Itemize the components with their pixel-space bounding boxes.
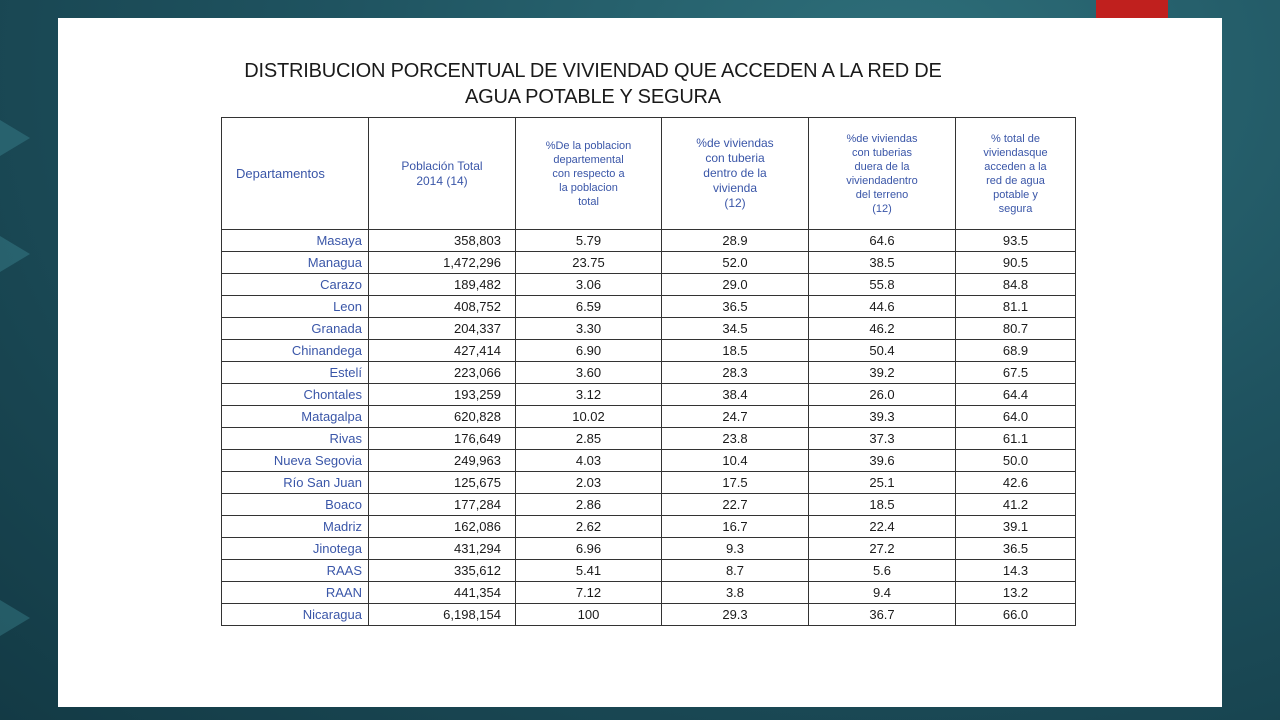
cell-pct-poblacion: 23.75 <box>516 252 662 274</box>
cell-poblacion: 193,259 <box>369 384 516 406</box>
cell-departamento: Jinotega <box>222 538 369 560</box>
cell-poblacion: 177,284 <box>369 494 516 516</box>
cell-tuberia-dentro: 38.4 <box>662 384 809 406</box>
slide-title <box>58 58 1128 110</box>
cell-total-acceden: 90.5 <box>956 252 1076 274</box>
cell-tuberia-fuera: 39.2 <box>809 362 956 384</box>
header-line: duera de la <box>854 160 910 173</box>
header-departamentos <box>222 118 369 230</box>
cell-tuberia-fuera: 50.4 <box>809 340 956 362</box>
cell-departamento: Carazo <box>222 274 369 296</box>
cell-tuberia-dentro: 28.9 <box>662 230 809 252</box>
cell-departamento: Leon <box>222 296 369 318</box>
header-line: 2014 (14) <box>416 173 468 188</box>
cell-poblacion: 335,612 <box>369 560 516 582</box>
table-row <box>222 516 1076 538</box>
cell-poblacion: 223,066 <box>369 362 516 384</box>
cell-departamento: Chinandega <box>222 340 369 362</box>
table-row <box>222 384 1076 406</box>
cell-tuberia-dentro: 17.5 <box>662 472 809 494</box>
slide-title-line-2: AGUA POTABLE Y SEGURA <box>465 86 721 108</box>
cell-tuberia-fuera: 22.4 <box>809 516 956 538</box>
decorative-triangle <box>0 120 30 156</box>
header-departamentos-label: Departamentos <box>236 166 325 181</box>
table-row <box>222 582 1076 604</box>
header-line: vivienda <box>712 181 758 195</box>
cell-pct-poblacion: 6.96 <box>516 538 662 560</box>
header-line: segura <box>998 202 1033 215</box>
cell-departamento: RAAN <box>222 582 369 604</box>
cell-total-acceden: 66.0 <box>956 604 1076 626</box>
cell-tuberia-dentro: 34.5 <box>662 318 809 340</box>
cell-total-acceden: 64.0 <box>956 406 1076 428</box>
cell-tuberia-dentro: 10.4 <box>662 450 809 472</box>
table-row <box>222 604 1076 626</box>
table-row <box>222 494 1076 516</box>
header-tuberia-dentro <box>662 118 809 230</box>
cell-tuberia-fuera: 18.5 <box>809 494 956 516</box>
table-row <box>222 560 1076 582</box>
header-line: del terreno <box>855 188 909 201</box>
cell-poblacion: 441,354 <box>369 582 516 604</box>
cell-departamento: Rivas <box>222 428 369 450</box>
cell-pct-poblacion: 6.59 <box>516 296 662 318</box>
header-line: con respecto a <box>552 167 625 180</box>
cell-pct-poblacion: 10.02 <box>516 406 662 428</box>
table-row <box>222 450 1076 472</box>
cell-tuberia-fuera: 26.0 <box>809 384 956 406</box>
header-total-acceden <box>956 118 1076 230</box>
table-row <box>222 472 1076 494</box>
cell-departamento: Managua <box>222 252 369 274</box>
header-line: %de viviendas <box>696 136 774 150</box>
cell-tuberia-fuera: 9.4 <box>809 582 956 604</box>
header-line: total <box>578 195 599 208</box>
cell-poblacion: 6,198,154 <box>369 604 516 626</box>
cell-tuberia-fuera: 44.6 <box>809 296 956 318</box>
cell-poblacion: 358,803 <box>369 230 516 252</box>
cell-total-acceden: 68.9 <box>956 340 1076 362</box>
cell-departamento: Nicaragua <box>222 604 369 626</box>
header-line: red de agua <box>986 174 1045 187</box>
cell-tuberia-fuera: 25.1 <box>809 472 956 494</box>
cell-tuberia-dentro: 22.7 <box>662 494 809 516</box>
table-row <box>222 318 1076 340</box>
header-line: %De la poblacion <box>545 139 632 152</box>
cell-departamento: RAAS <box>222 560 369 582</box>
table-row <box>222 274 1076 296</box>
header-line: %de viviendas <box>846 132 918 145</box>
cell-tuberia-dentro: 29.3 <box>662 604 809 626</box>
table-row <box>222 340 1076 362</box>
decorative-triangle <box>0 236 30 272</box>
header-line: dentro de la <box>703 166 767 180</box>
cell-pct-poblacion: 100 <box>516 604 662 626</box>
cell-tuberia-dentro: 29.0 <box>662 274 809 296</box>
cell-tuberia-dentro: 36.5 <box>662 296 809 318</box>
cell-departamento: Estelí <box>222 362 369 384</box>
cell-tuberia-dentro: 24.7 <box>662 406 809 428</box>
cell-tuberia-dentro: 8.7 <box>662 560 809 582</box>
cell-tuberia-fuera: 36.7 <box>809 604 956 626</box>
table-row <box>222 362 1076 384</box>
cell-pct-poblacion: 3.06 <box>516 274 662 296</box>
cell-pct-poblacion: 2.85 <box>516 428 662 450</box>
cell-pct-poblacion: 4.03 <box>516 450 662 472</box>
table-body <box>222 230 1076 626</box>
cell-departamento: Matagalpa <box>222 406 369 428</box>
cell-tuberia-dentro: 52.0 <box>662 252 809 274</box>
cell-tuberia-dentro: 9.3 <box>662 538 809 560</box>
cell-poblacion: 620,828 <box>369 406 516 428</box>
slide-title-line-1: DISTRIBUCION PORCENTUAL DE VIVIENDAD QUE ACCEDEN A LA RED DE <box>244 60 942 82</box>
header-pct-poblacion <box>516 118 662 230</box>
header-line: (12) <box>724 196 746 210</box>
table-row <box>222 252 1076 274</box>
header-line: viviendasque <box>983 146 1048 159</box>
cell-total-acceden: 80.7 <box>956 318 1076 340</box>
cell-poblacion: 162,086 <box>369 516 516 538</box>
cell-pct-poblacion: 3.12 <box>516 384 662 406</box>
cell-pct-poblacion: 5.79 <box>516 230 662 252</box>
header-line: la poblacion <box>559 181 618 194</box>
cell-pct-poblacion: 7.12 <box>516 582 662 604</box>
slide-canvas <box>58 18 1222 707</box>
header-line: viviendadentro <box>846 174 918 187</box>
cell-pct-poblacion: 2.62 <box>516 516 662 538</box>
cell-tuberia-fuera: 46.2 <box>809 318 956 340</box>
cell-departamento: Boaco <box>222 494 369 516</box>
cell-poblacion: 204,337 <box>369 318 516 340</box>
cell-tuberia-fuera: 38.5 <box>809 252 956 274</box>
cell-total-acceden: 13.2 <box>956 582 1076 604</box>
cell-tuberia-fuera: 5.6 <box>809 560 956 582</box>
cell-poblacion: 176,649 <box>369 428 516 450</box>
cell-departamento: Madriz <box>222 516 369 538</box>
cell-tuberia-fuera: 37.3 <box>809 428 956 450</box>
cell-total-acceden: 36.5 <box>956 538 1076 560</box>
cell-pct-poblacion: 6.90 <box>516 340 662 362</box>
cell-pct-poblacion: 3.30 <box>516 318 662 340</box>
header-line: departemental <box>553 153 624 166</box>
cell-total-acceden: 84.8 <box>956 274 1076 296</box>
header-line: con tuberias <box>852 146 912 159</box>
cell-tuberia-dentro: 23.8 <box>662 428 809 450</box>
cell-total-acceden: 41.2 <box>956 494 1076 516</box>
header-poblacion <box>369 118 516 230</box>
cell-total-acceden: 93.5 <box>956 230 1076 252</box>
cell-tuberia-dentro: 16.7 <box>662 516 809 538</box>
water-access-table <box>221 117 1076 626</box>
cell-departamento: Granada <box>222 318 369 340</box>
header-tuberia-fuera <box>809 118 956 230</box>
header-line: Población Total <box>401 158 483 173</box>
cell-poblacion: 427,414 <box>369 340 516 362</box>
cell-tuberia-dentro: 18.5 <box>662 340 809 362</box>
header-line: con tuberia <box>705 151 765 165</box>
table-row <box>222 296 1076 318</box>
header-line: potable y <box>993 188 1038 201</box>
cell-tuberia-fuera: 39.3 <box>809 406 956 428</box>
table-row <box>222 230 1076 252</box>
cell-pct-poblacion: 3.60 <box>516 362 662 384</box>
cell-total-acceden: 64.4 <box>956 384 1076 406</box>
cell-poblacion: 189,482 <box>369 274 516 296</box>
cell-pct-poblacion: 2.86 <box>516 494 662 516</box>
cell-total-acceden: 67.5 <box>956 362 1076 384</box>
header-line: acceden a la <box>984 160 1047 173</box>
cell-poblacion: 431,294 <box>369 538 516 560</box>
cell-poblacion: 408,752 <box>369 296 516 318</box>
cell-tuberia-fuera: 55.8 <box>809 274 956 296</box>
cell-total-acceden: 39.1 <box>956 516 1076 538</box>
header-line: % total de <box>991 132 1040 145</box>
table-row <box>222 406 1076 428</box>
cell-tuberia-dentro: 28.3 <box>662 362 809 384</box>
cell-poblacion: 1,472,296 <box>369 252 516 274</box>
cell-departamento: Chontales <box>222 384 369 406</box>
cell-pct-poblacion: 2.03 <box>516 472 662 494</box>
accent-block <box>1096 0 1168 18</box>
cell-departamento: Nueva Segovia <box>222 450 369 472</box>
cell-tuberia-fuera: 27.2 <box>809 538 956 560</box>
cell-departamento: Río San Juan <box>222 472 369 494</box>
table-row <box>222 428 1076 450</box>
cell-poblacion: 125,675 <box>369 472 516 494</box>
cell-pct-poblacion: 5.41 <box>516 560 662 582</box>
cell-total-acceden: 42.6 <box>956 472 1076 494</box>
cell-tuberia-fuera: 64.6 <box>809 230 956 252</box>
header-line: (12) <box>872 202 892 215</box>
cell-total-acceden: 61.1 <box>956 428 1076 450</box>
decorative-triangle <box>0 600 30 636</box>
cell-total-acceden: 81.1 <box>956 296 1076 318</box>
cell-departamento: Masaya <box>222 230 369 252</box>
cell-tuberia-dentro: 3.8 <box>662 582 809 604</box>
cell-total-acceden: 14.3 <box>956 560 1076 582</box>
table-header-row <box>222 118 1076 230</box>
table-row <box>222 538 1076 560</box>
cell-total-acceden: 50.0 <box>956 450 1076 472</box>
cell-tuberia-fuera: 39.6 <box>809 450 956 472</box>
cell-poblacion: 249,963 <box>369 450 516 472</box>
